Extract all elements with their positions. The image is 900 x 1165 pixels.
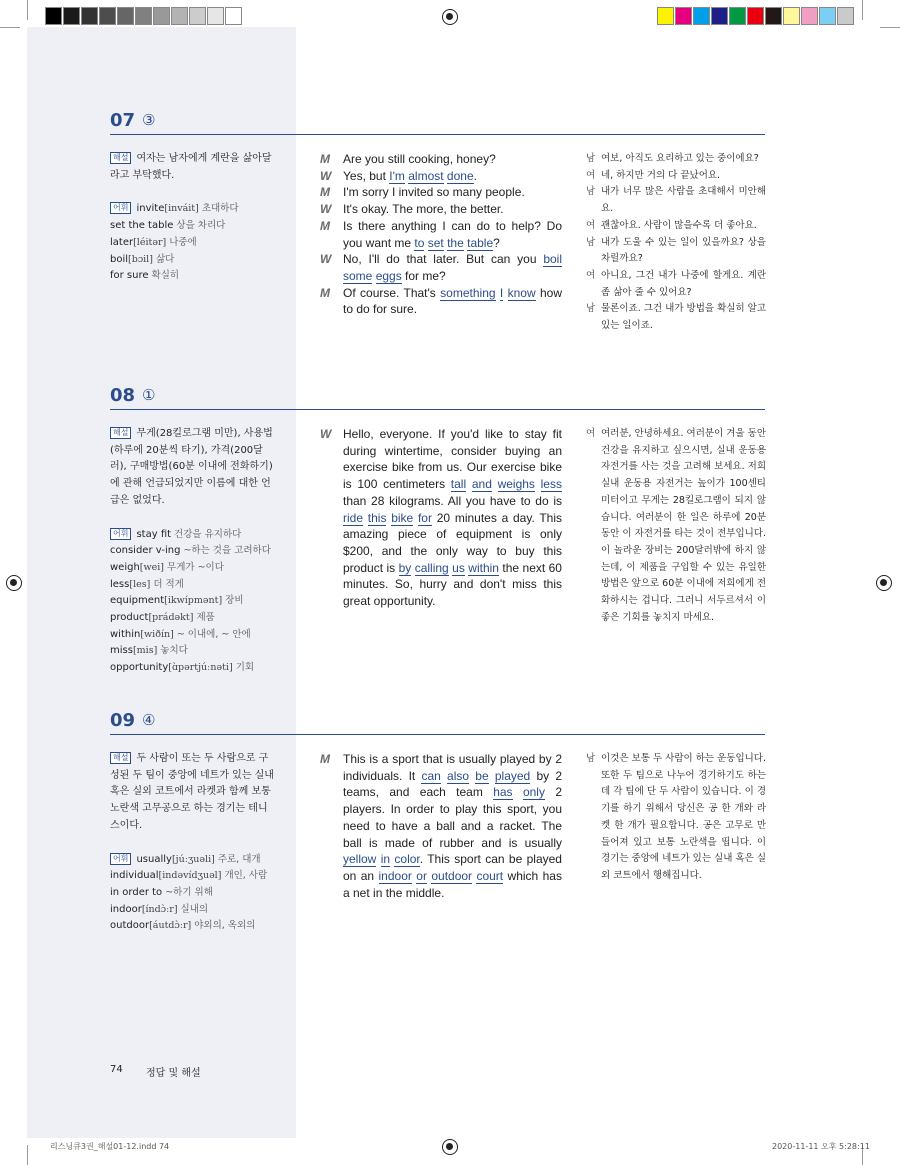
vocab-meaning: 기회 bbox=[235, 662, 255, 674]
vocab-meaning: 무게가 ~이다 bbox=[167, 561, 224, 573]
color-swatch bbox=[801, 7, 818, 25]
blank-answer-word: in bbox=[380, 852, 391, 867]
blank-answer-word: indoor bbox=[378, 868, 412, 883]
vocab-meaning: 건강을 유지하다 bbox=[174, 528, 242, 540]
blank-answer-word: only bbox=[522, 785, 545, 800]
section-number: 08 bbox=[110, 385, 136, 406]
answer-mark: ④ bbox=[142, 711, 156, 729]
trim-mark bbox=[0, 27, 20, 28]
spacer bbox=[110, 510, 275, 527]
answer-mark: ① bbox=[142, 386, 156, 404]
blank-answer-word: yellow bbox=[343, 852, 377, 867]
vocab-word: consider v-ing bbox=[110, 545, 181, 557]
blank-answer-word: ride bbox=[343, 510, 364, 525]
registration-mark-left bbox=[6, 575, 22, 591]
registration-mark-bottom bbox=[442, 1139, 458, 1155]
section-rule bbox=[110, 134, 765, 135]
blank-answer-word: has bbox=[493, 785, 513, 800]
vocab-word: boil bbox=[110, 253, 129, 265]
vocab-word: less bbox=[110, 578, 130, 590]
blank-answer-word: tall bbox=[450, 477, 467, 492]
trim-mark bbox=[862, 0, 863, 20]
blank-answer-word: court bbox=[476, 868, 504, 883]
vocab-entry bbox=[110, 610, 275, 627]
vocab-meaning: ~하기 위해 bbox=[165, 886, 213, 898]
explanation-tag: 해설 bbox=[110, 752, 131, 764]
vocab-word: weigh bbox=[110, 561, 140, 573]
blank-answer-word: played bbox=[494, 768, 531, 783]
vocab-pronunciation: [wiðín] bbox=[140, 628, 174, 640]
blank-answer-word: for bbox=[417, 510, 432, 525]
vocab-meaning: 제품 bbox=[196, 612, 215, 624]
vocab-pronunciation: [wei] bbox=[139, 561, 165, 573]
section-rule bbox=[110, 409, 765, 410]
translation-speaker: 남 bbox=[586, 186, 596, 198]
vocab-entry bbox=[110, 868, 275, 885]
grayscale-color-bar bbox=[45, 7, 243, 27]
vocab-entry bbox=[110, 268, 275, 285]
blank-answer-word: weighs bbox=[497, 477, 535, 492]
blank-answer-word: set bbox=[427, 235, 444, 250]
vocab-tag: 어휘 bbox=[110, 528, 131, 540]
translation-text: 여보, 아직도 요리하고 있는 중이에요? bbox=[601, 153, 759, 164]
blank-answer-word: calling bbox=[414, 560, 449, 575]
translation-text: 네, 하지만 거의 다 끝났어요. bbox=[601, 169, 721, 181]
color-swatch bbox=[81, 7, 98, 25]
color-swatch bbox=[783, 7, 800, 25]
vocab-pronunciation: [júːʒuəli] bbox=[171, 853, 215, 865]
section-07-notes bbox=[110, 151, 275, 285]
translation-line bbox=[586, 235, 766, 268]
translation-text: 여러분, 안녕하세요. 여러분이 겨울 동안 건강을 유지하고 싶으시면, 실내 운동용 자전거를 사는 것을 고려해 보세요. 저희 실내 운동용 자전거는 높이가 100센티미터이고 무게는 28킬로그램이 되지 않습니다. 여러분이 한 일은 하루에 20분 동안 이 자전거를 타는 것이 전부입니다. 이 놀라운 장비는 200달러밖에 하지 않는데, 이 제품을 구입할 수 있는 유일한 방법은 앞으로 60분 이내에 저희에게 전화하시는 겁니다. 그러니 서두르셔서 이 좋은 기회를 놓치지 마세요. bbox=[601, 428, 766, 623]
translation-text: 이것은 보통 두 사람이 하는 운동입니다. 또한 두 팀으로 나누어 경기하기도 하는데 각 팀에 단 두 사람이 있습니다. 이 경기를 하기 위해서 당신은 공 한 개와 라켓 한 개가 필요합니다. 공은 고무로 만들어져 있고 보통 노란색을 띱니다. 이 경기는 중앙에 네트가 있는 실내 혹은 실외 코트에서 행해집니다. bbox=[601, 753, 766, 881]
color-swatch bbox=[747, 7, 764, 25]
translation-text: 물론이죠. 그건 내가 방법을 확실히 알고 있는 일이죠. bbox=[601, 303, 766, 332]
translation-line bbox=[586, 301, 766, 334]
vocab-entry bbox=[110, 543, 275, 560]
blank-answer-word: this bbox=[367, 510, 387, 525]
blank-answer-word: know bbox=[507, 285, 536, 300]
vocab-pronunciation: [bɔil] bbox=[128, 253, 153, 265]
translation-line bbox=[586, 168, 766, 185]
explanation-body: 두 사람이 또는 두 사람으로 구성된 두 팀이 중앙에 네트가 있는 실내 혹은 실외 코트에서 라켓과 함께 보통 노란색 고무공으로 하는 경기는 테니스이다. bbox=[110, 753, 274, 831]
vocab-meaning: 초대하다 bbox=[201, 203, 239, 215]
explanation-text bbox=[110, 751, 275, 835]
translation-text: 아니요, 그건 내가 나중에 할게요. 계란 좀 삶아 줄 수 있어요? bbox=[601, 269, 766, 298]
trim-mark bbox=[880, 27, 900, 28]
section-08-dialogue bbox=[320, 426, 562, 610]
color-swatch bbox=[657, 7, 674, 25]
section-07-dialogue bbox=[320, 151, 562, 318]
color-swatch bbox=[837, 7, 854, 25]
print-slug-filename: 리스닝큐3권_해설01-12.indd 74 bbox=[50, 1142, 170, 1151]
blank-answer-word: within bbox=[468, 560, 499, 575]
vocab-entry bbox=[110, 627, 275, 644]
translation-line bbox=[586, 268, 766, 301]
speaker-label: W bbox=[320, 202, 332, 217]
vocab-meaning: 주로, 대개 bbox=[217, 853, 261, 865]
color-swatch bbox=[153, 7, 170, 25]
explanation-text bbox=[110, 426, 275, 510]
vocab-entry bbox=[110, 235, 275, 252]
running-footer-title: 정답 및 해설 bbox=[146, 1068, 201, 1079]
vocab-entry bbox=[110, 643, 275, 660]
color-swatch bbox=[45, 7, 62, 25]
vocab-word: product bbox=[110, 612, 149, 624]
blank-answer-word: done bbox=[446, 168, 474, 183]
speaker-label: M bbox=[320, 285, 330, 300]
dialogue-line: M This is a sport that is usually played by 2 individuals. It can also be played by 2 teams, and each team has only 2 players. In order to play this sport, you need to have a ball and a racket. The ball is made of rubber and is usually yellow in color. This sport can be played on an indoor or outdoor court which has a net in the middle. bbox=[320, 752, 563, 900]
vocab-pronunciation: [inváit] bbox=[164, 203, 199, 215]
blank-answer-word: the bbox=[447, 235, 464, 250]
speaker-label: M bbox=[320, 185, 330, 200]
trim-mark bbox=[27, 1145, 28, 1165]
section-08-translation bbox=[586, 426, 766, 626]
vocab-word: equipment bbox=[110, 595, 165, 607]
dialogue-line: W It's okay. The more, the better. bbox=[320, 202, 504, 217]
vocab-meaning: 장비 bbox=[225, 595, 244, 607]
vocab-entry bbox=[110, 252, 275, 269]
vocab-entry bbox=[110, 885, 275, 902]
vocab-word: opportunity bbox=[110, 662, 169, 674]
vocab-meaning: 개인, 사람 bbox=[224, 870, 268, 882]
vocab-word: indoor bbox=[110, 903, 142, 915]
blank-answer-word: be bbox=[475, 768, 489, 783]
speaker-label: W bbox=[320, 168, 332, 183]
registration-mark-top bbox=[442, 9, 458, 25]
color-swatch bbox=[765, 7, 782, 25]
spacer bbox=[110, 835, 275, 852]
vocab-meaning: ~ 이내에, ~ 안에 bbox=[176, 628, 251, 640]
answer-mark: ③ bbox=[142, 111, 156, 129]
color-swatch bbox=[711, 7, 728, 25]
vocab-entry bbox=[110, 902, 275, 919]
blank-answer-word: can bbox=[421, 768, 441, 783]
blank-answer-word: by bbox=[398, 560, 412, 575]
blank-answer-word: table bbox=[467, 235, 494, 250]
vocab-entry bbox=[110, 218, 275, 235]
vocab-meaning: 놓치다 bbox=[160, 645, 188, 657]
translation-speaker: 남 bbox=[586, 236, 596, 248]
print-slug-timestamp: 2020-11-11 오후 5:28:11 bbox=[772, 1142, 870, 1151]
dialogue-line: W No, I'll do that later. But can you boil some eggs for me? bbox=[320, 252, 562, 283]
blank-answer-word: eggs bbox=[375, 268, 402, 283]
process-color-bar bbox=[657, 7, 855, 27]
blank-answer-word: to bbox=[414, 235, 425, 250]
explanation-tag: 해설 bbox=[110, 152, 131, 164]
blank-answer-word: us bbox=[452, 560, 465, 575]
vocab-meaning: 삶다 bbox=[155, 253, 175, 265]
page-number: 74 bbox=[110, 1064, 123, 1075]
translation-speaker: 남 bbox=[586, 153, 596, 164]
color-swatch bbox=[117, 7, 134, 25]
blank-answer-word: or bbox=[416, 868, 427, 883]
color-swatch bbox=[135, 7, 152, 25]
blank-answer-word: less bbox=[540, 477, 562, 492]
vocab-word: usually bbox=[136, 853, 172, 865]
translation-speaker: 남 bbox=[586, 303, 596, 315]
explanation-text bbox=[110, 151, 275, 184]
color-swatch bbox=[207, 7, 224, 25]
section-rule bbox=[110, 734, 765, 735]
vocab-pronunciation: [les] bbox=[129, 578, 151, 590]
translation-line bbox=[586, 218, 766, 235]
color-swatch bbox=[693, 7, 710, 25]
color-swatch bbox=[63, 7, 80, 25]
vocab-word: in order to bbox=[110, 886, 163, 898]
section-number: 07 bbox=[110, 110, 136, 131]
translation-speaker: 여 bbox=[586, 169, 596, 181]
vocab-word: invite bbox=[136, 203, 165, 215]
section-09-translation bbox=[586, 751, 766, 885]
translation-speaker: 여 bbox=[586, 428, 596, 439]
color-swatch bbox=[99, 7, 116, 25]
vocab-tag: 어휘 bbox=[110, 202, 131, 214]
translation-line bbox=[586, 751, 766, 885]
speaker-label: M bbox=[320, 218, 330, 233]
color-swatch bbox=[189, 7, 206, 25]
spacer bbox=[110, 184, 275, 201]
translation-line bbox=[586, 426, 766, 626]
dialogue-line: M I'm sorry I invited so many people. bbox=[320, 185, 525, 200]
dialogue-line: W Yes, but I'm almost done. bbox=[320, 168, 477, 183]
registration-mark-right bbox=[876, 575, 892, 591]
vocab-word: individual bbox=[110, 870, 159, 882]
blank-answer-word: outdoor bbox=[431, 868, 473, 883]
explanation-body: 무게(28킬로그램 미만), 사용법(하루에 20분씩 타기), 가격(200달러), 구매방법(60분 이내에 전화하기)에 관해 언급되었지만 이름에 대한 언급은 없었다. bbox=[110, 428, 273, 506]
blank-answer-word: also bbox=[447, 768, 470, 783]
vocab-word: miss bbox=[110, 645, 133, 657]
vocab-entry bbox=[110, 593, 275, 610]
vocab-tag: 어휘 bbox=[110, 853, 131, 865]
translation-speaker: 여 bbox=[586, 269, 596, 281]
translation-line bbox=[586, 151, 766, 168]
blank-answer-word: bike bbox=[391, 510, 414, 525]
section-07-translation bbox=[586, 151, 766, 335]
vocab-entry bbox=[110, 201, 275, 218]
vocab-entry bbox=[110, 527, 275, 544]
speaker-label: W bbox=[320, 427, 332, 441]
vocab-word: for sure bbox=[110, 270, 149, 282]
translation-line bbox=[586, 184, 766, 217]
vocab-word: set the table bbox=[110, 220, 174, 232]
vocab-pronunciation: [ɑ̀pərtjúːnəti] bbox=[168, 662, 233, 674]
translation-text: 괜찮아요. 사람이 많을수록 더 좋아요. bbox=[601, 219, 757, 231]
color-swatch bbox=[729, 7, 746, 25]
vocab-meaning: 확실히 bbox=[151, 270, 180, 282]
vocab-pronunciation: [índɔ̀ːr] bbox=[141, 903, 178, 915]
blank-answer-word: something bbox=[440, 285, 496, 300]
vocab-word: outdoor bbox=[110, 920, 150, 932]
blank-answer-word: color bbox=[394, 852, 420, 867]
translation-speaker: 남 bbox=[586, 753, 596, 764]
blank-answer-word: I bbox=[499, 285, 504, 300]
speaker-label: M bbox=[320, 752, 330, 766]
vocab-meaning: 실내의 bbox=[180, 903, 209, 915]
color-swatch bbox=[819, 7, 836, 25]
color-swatch bbox=[675, 7, 692, 25]
vocab-word: stay fit bbox=[136, 528, 172, 540]
vocab-pronunciation: [indəvídʒuəl] bbox=[158, 870, 222, 882]
vocab-entry bbox=[110, 560, 275, 577]
explanation-body: 여자는 남자에게 계란을 삶아달라고 부탁했다. bbox=[110, 153, 272, 181]
section-09-notes bbox=[110, 751, 275, 935]
blank-answer-word: I'm bbox=[389, 168, 405, 183]
blank-answer-word: almost bbox=[408, 168, 444, 183]
vocab-pronunciation: [ikwípmənt] bbox=[164, 595, 223, 607]
dialogue-line: M Is there anything I can do to help? Do you want me to set the table? bbox=[320, 218, 562, 250]
vocab-pronunciation: [prádəkt] bbox=[148, 612, 194, 624]
trim-mark bbox=[27, 0, 28, 20]
vocab-pronunciation: [áutdɔ̀ːr] bbox=[149, 920, 192, 932]
explanation-tag: 해설 bbox=[110, 427, 131, 439]
vocab-pronunciation: [léitər] bbox=[133, 236, 167, 248]
vocab-meaning: 더 적게 bbox=[153, 578, 184, 590]
vocab-meaning: 상을 차리다 bbox=[176, 220, 226, 232]
color-swatch bbox=[171, 7, 188, 25]
blank-answer-word: and bbox=[471, 477, 492, 492]
dialogue-line: M Of course. That's something I know how to do for sure. bbox=[320, 285, 562, 317]
vocab-word: within bbox=[110, 628, 141, 640]
vocab-meaning: 나중에 bbox=[169, 236, 197, 248]
blank-answer-word: some bbox=[343, 268, 373, 283]
vocab-entry bbox=[110, 852, 275, 869]
vocab-entry bbox=[110, 918, 275, 935]
translation-speaker: 여 bbox=[586, 219, 596, 231]
vocab-word: later bbox=[110, 236, 134, 248]
translation-text: 내가 너무 많은 사람을 초대해서 미안해요. bbox=[601, 186, 766, 215]
vocab-entry bbox=[110, 577, 275, 594]
section-09-dialogue bbox=[320, 751, 562, 901]
speaker-label: M bbox=[320, 152, 330, 166]
dialogue-line: W Hello, everyone. If you'd like to stay fit during wintertime, consider buying an exercise bike from us. Our exercise bike is 100 centimeters tall and weighs less than 28 kilograms. All you have to do is ride this bike for 20 minutes a day. This amazing piece of equipment is only $200, and the only way to buy this product is by calling us within the next 60 minutes. So, hurry and don't miss this great opportunity. bbox=[320, 427, 562, 609]
speaker-label: W bbox=[320, 252, 332, 267]
color-swatch bbox=[225, 7, 242, 25]
section-08-notes bbox=[110, 426, 275, 677]
vocab-meaning: 야외의, 옥외의 bbox=[194, 920, 256, 932]
vocab-meaning: ~하는 것을 고려하다 bbox=[183, 545, 271, 557]
vocab-pronunciation: [mis] bbox=[132, 645, 158, 657]
vocab-entry bbox=[110, 660, 275, 677]
section-number: 09 bbox=[110, 710, 136, 731]
blank-answer-word: boil bbox=[543, 252, 562, 267]
dialogue-line: M Are you still cooking, honey? bbox=[320, 152, 496, 166]
translation-text: 내가 도울 수 있는 일이 있을까요? 상을 차릴까요? bbox=[601, 236, 766, 265]
